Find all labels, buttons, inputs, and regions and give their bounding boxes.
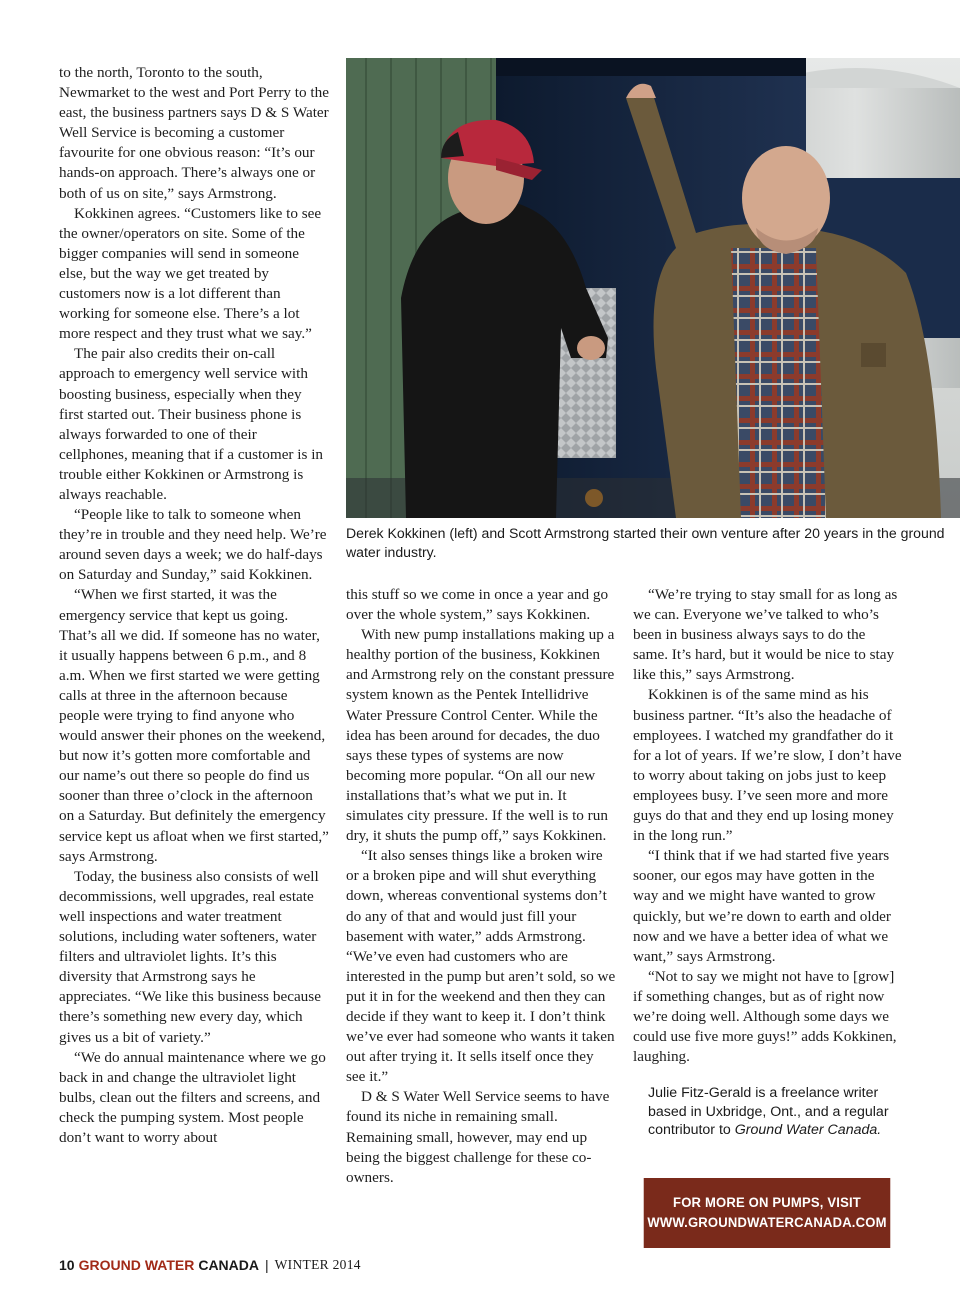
author-bio-text: Julie Fitz-Gerald is a freelance writer based in Uxbridge, Ont., and a regular contributor to: [648, 1085, 889, 1139]
paragraph: Kokkinen is of the same mind as his business partner. “It’s also the headache of employees. I watched my grandfather do it for a lot of years. If we’re slow, I don’t have to worry about taking on jobs just to keep employees busy. I’ve seen more and more guys do that and they end up losing money in the long run.”: [633, 686, 902, 845]
paragraph: The pair also credits their on-call approach to emergency well service with boosting business, especially when they first started out. Their business phone is always forwarded to one of their cellphones, meaning that if a customer is in trouble either Kokkinen or Armstrong is always reachable.: [59, 345, 324, 503]
article-column-1: [59, 63, 329, 1148]
brand-canada: CANADA: [198, 1257, 259, 1273]
paragraph: Kokkinen agrees. “Customers like to see the owner/operators on site. Some of the bigger companies will send in someone else, but the way we get treated by customers now is a lot different than working for someone else. There’s a lot more respect and they trust what we say.”: [59, 204, 322, 343]
author-bio: [648, 1084, 910, 1140]
publication-name: Ground Water Canada.: [734, 1122, 882, 1139]
paragraph: “We do annual maintenance where we go back in and change the ultraviolet light bulbs, clean out the filters and screens, and check the pumping system. Most people don’t want to worry about: [59, 1048, 326, 1146]
paragraph: “It also senses things like a broken wire or a broken pipe and will shut everything down, whereas conventional systems don’t do any of that and would just fill your basement with water,” adds Armstrong. “We’ve even had customers who are interested in the pump but aren’t sold, so we put it in for the weekend and then they can decide if they want to keep it. I don’t think we’ve ever had someone who wants it taken out after trying it. It sells itself once they see it.”: [346, 847, 616, 1086]
paragraph: “People like to talk to someone when they’re in trouble and they need help. We’re around seven days a week; we do half-days on Saturday and Sunday,” said Kokkinen.: [59, 506, 327, 584]
promo-banner[interactable]: [644, 1178, 891, 1248]
paragraph: “I think that if we had started five years sooner, our egos may have gotten in the way and we might have wanted to grow quickly, but we’re down to earth and older now and we have a better idea of what we want,” says Armstrong.: [633, 847, 891, 965]
paragraph: “Not to say we might not have to [grow] if something changes, but as of right now we’re doing well. Although some days we could use five more guys!” adds Kokkinen, laughing.: [633, 967, 897, 1066]
promo-url[interactable]: WWW.GROUNDWATERCANADA.COM: [647, 1215, 887, 1231]
paragraph: “When we first started, it was the emergency service that kept us going. That’s all we did. If someone has no water, it usually happens between 6 p.m., and 8 a.m. When we first started we were getting calls at three in the afternoon because people were trying to find anyone who would answer their phones on the weekend, but now it’s gotten more comfortable and our name’s out there so people do find us sooner than three o’clock in the afternoon on a Saturday. But definitely the emergency service kept us afloat when we first started,” says Armstrong.: [59, 586, 329, 865]
paragraph: With new pump installations making up a healthy portion of the business, Kokkinen and Armstrong rely on the constant pressure system known as the Pentek Intellidrive Water Pressure Control Center. While the idea has been around for decades, the duo says these types of systems are now becoming more popular. “On all our new installations that’s what we put in. It simulates city pressure. If the well is to run dry, it shuts the pump off,” says Kokkinen.: [346, 626, 615, 845]
promo-line-1: FOR MORE ON PUMPS, VISIT: [673, 1195, 861, 1211]
brand-water: WATER: [144, 1257, 195, 1273]
paragraph: Today, the business also consists of well decommissions, well upgrades, real estate well inspections and water treatment solutions, including water softeners, water filters and ultraviolet lights. It’s this diversity that Armstrong says he appreciates. “We like this business because there’s something new every day, which gives us a bit of variety.”: [59, 867, 321, 1046]
paragraph: this stuff so we come in once a year and go over the whole system,” says Kokkinen.: [346, 586, 609, 624]
paragraph: “We’re trying to stay small for as long as we can. Everyone we’ve talked to who’s been in business always says to do the same. It’s hard, but it would be nice to stay like this,” says Armstrong.: [633, 586, 898, 684]
paragraph: to the north, Toronto to the south, Newmarket to the west and Port Perry to the east, the business partners says D & S Water Well Service is becoming a customer favourite for one obvious reason: “It’s our hands-on approach. There’s always one or both of us on site,” says Armstrong.: [59, 64, 329, 202]
issue-label: WINTER 2014: [274, 1257, 361, 1272]
page-footer: [59, 1255, 361, 1275]
article-photo: [346, 58, 960, 518]
article-column-2: [346, 585, 616, 1188]
article-column-3: [633, 585, 903, 1067]
footer-separator: |: [265, 1257, 269, 1273]
brand-ground: GROUND: [78, 1257, 141, 1273]
page-number: 10: [59, 1257, 75, 1273]
photo-caption: Derek Kokkinen (left) and Scott Armstrong started their own venture after 20 years in the ground water industry.: [346, 525, 945, 560]
paragraph: D & S Water Well Service seems to have found its niche in remaining small. Remaining small, however, may end up being the biggest challenge for these co-owners.: [346, 1088, 610, 1186]
